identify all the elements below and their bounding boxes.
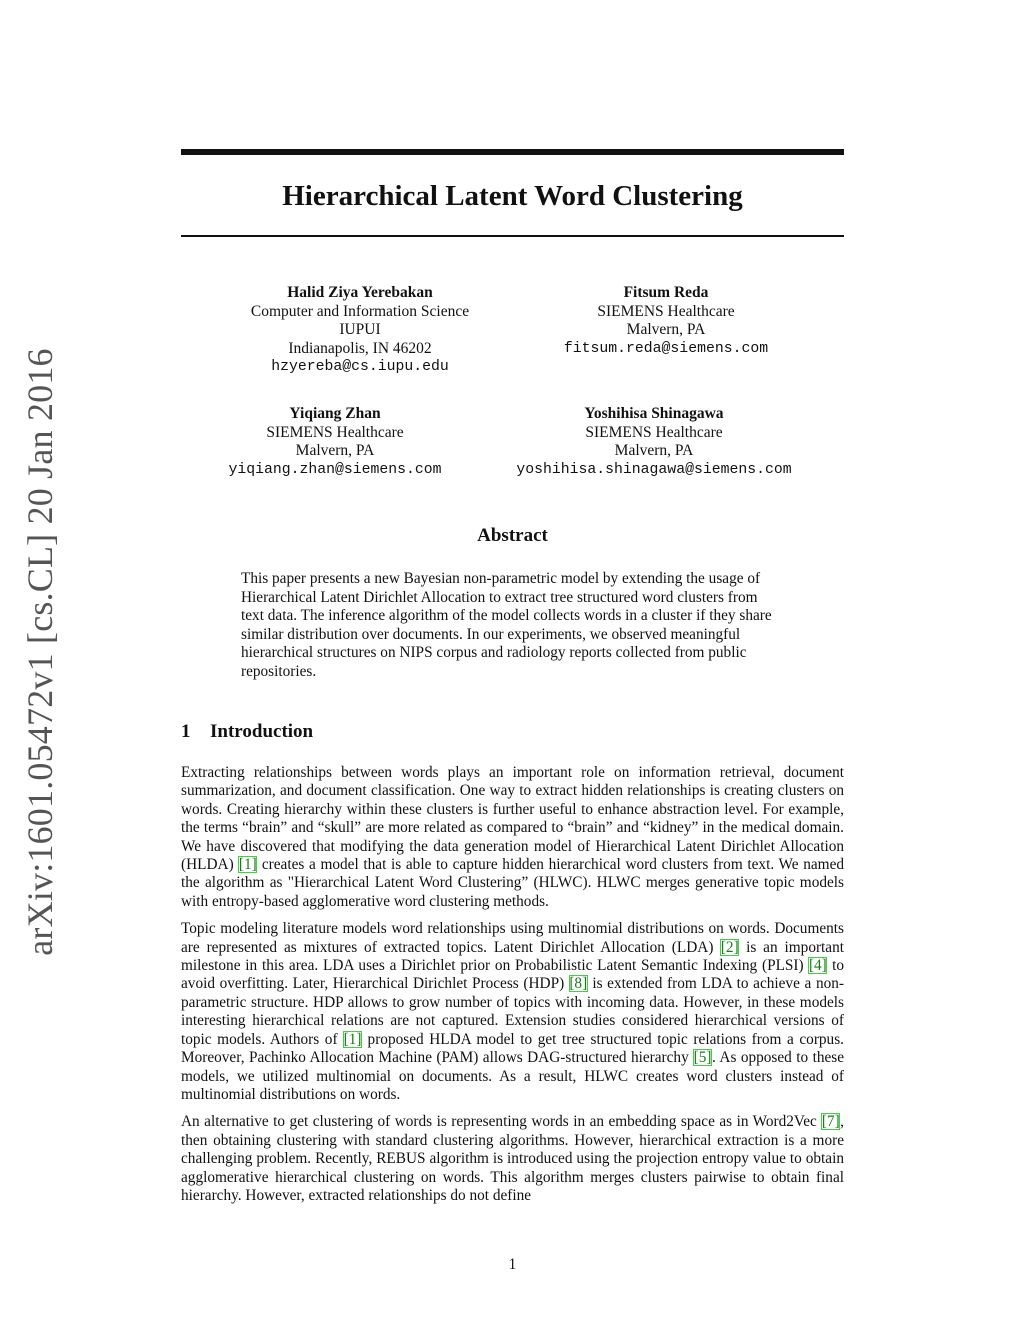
citation-link[interactable]: [7] (821, 1113, 840, 1131)
text-run: to avoid overfitting. Later, Hierarchical Dirichlet Process (HDP) (181, 957, 844, 993)
text-run: is an important milestone in this area. LDA uses a Dirichlet prior on Probabilistic Latent Semantic Indexing (PLSI) (181, 938, 844, 975)
paragraph-2 (181, 920, 844, 1104)
citation-link[interactable]: [5] (693, 1049, 712, 1067)
citation-link[interactable]: [2] (720, 938, 739, 956)
paper-title: Hierarchical Latent Word Clustering (282, 180, 743, 212)
text-run: is extended from LDA to achieve a non-parametric structure. HDP allows to grow number of topics with incoming data. However, in these models interesting hierarchical relations are not captured. Extension studies considered hierarchical versions of topic models. Authors of (181, 975, 844, 1048)
author-affiliation: IUPUI (339, 321, 381, 338)
section-number: 1 (181, 721, 191, 742)
author-block-2 (516, 284, 816, 358)
author-email[interactable]: yiqiang.zhan@siemens.com (228, 461, 442, 478)
abstract-text: This paper presents a new Bayesian non-parametric model by extending the usage of Hierarchical Latent Dirichlet Allocation to extract tree structured word clusters from text data. The inference algorithm of the model collects words in a cluster if they share similar distribution over documents. In our experiments, we observed meaningful hierarchical structures on NIPS corpus and radiology reports collected from public repositories. (241, 570, 772, 680)
author-name: Yiqiang Zhan (289, 405, 381, 422)
title-bottom-rule (181, 235, 844, 237)
text-run: An alternative to get clustering of words is representing words in an embedding space as in Word2Vec (181, 1113, 822, 1131)
author-block-3 (185, 405, 485, 479)
title-top-rule (181, 149, 844, 155)
author-address: Malvern, PA (626, 321, 706, 338)
citation-link[interactable]: [1] (343, 1030, 362, 1048)
author-affiliation: Computer and Information Science (250, 302, 470, 320)
text-run: creates a model that is able to capture hidden hierarchical word clusters from text. We named the algorithm as "Hierarchical Latent Word Clustering” (HLWC). HLWC merges generative topic models with entropy-based agglomerative word clustering methods. (181, 856, 845, 910)
abstract-body (241, 570, 784, 682)
author-name: Halid Ziya Yerebakan (287, 284, 433, 301)
author-email[interactable]: hzyereba@cs.iupu.edu (271, 359, 449, 375)
author-address: Indianapolis, IN 46202 (288, 339, 432, 357)
author-block-1 (210, 284, 510, 377)
author-name: Yoshihisa Shinagawa (584, 405, 724, 422)
author-block-4 (489, 405, 819, 479)
paragraph-3 (181, 1113, 844, 1205)
citation-link[interactable]: [1] (238, 856, 257, 874)
abstract-heading: Abstract (477, 525, 548, 546)
text-run: Extracting relationships between words plays an important role on information retrieval, document summarization, and document classification. One way to extract hidden relationships is creating clusters on words. Creating hierarchy within these clusters is further useful to enhance abstraction level. For example, the terms “brain” and “skull” are more related as compared to “brain” and “kidney” in the medical domain. We have discovered that modifying the data generation model of Hierarchical Latent Dirichlet Allocation (HLDA) (181, 764, 844, 874)
text-run: Topic modeling literature models word relationships using multinomial distributions on words. Documents are represented as mixtures of extracted topics. Latent Dirichlet Allocation (LDA) (181, 920, 844, 956)
citation-link[interactable]: [4] (808, 957, 827, 975)
introduction-body (181, 764, 844, 1214)
arxiv-identifier: arXiv:1601.05472v1 [cs.CL] 20 Jan 2016 (20, 348, 60, 956)
text-run: , then obtaining clustering with standard clustering algorithms. However, hierarchical extraction is a more challenging problem. Recently, REBUS algorithm is introduced using the projection entropy value to obtain agglomerative hierarchical clustering on words. This algorithm merges clusters pairwise to obtain final hierarchy. However, extracted relationships do not define (181, 1113, 844, 1204)
author-address: Malvern, PA (614, 442, 694, 459)
author-affiliation: SIEMENS Healthcare (585, 423, 723, 441)
author-name: Fitsum Reda (623, 284, 709, 301)
author-affiliation: SIEMENS Healthcare (266, 423, 404, 441)
section-title: Introduction (210, 721, 314, 742)
text-run: proposed HLDA model to get tree structured topic relations from a corpus. Moreover, Pachinko Allocation Machine (PAM) allows DAG-structured hierarchy (181, 1030, 844, 1067)
author-affiliation: SIEMENS Healthcare (597, 302, 735, 320)
citation-link[interactable]: [8] (569, 975, 588, 993)
author-email[interactable]: fitsum.reda@siemens.com (563, 340, 769, 357)
text-run: . As opposed to these models, we utilized multinomial on documents. As a result, HLWC creates word clusters instead of multinomial distributions on words. (181, 1049, 845, 1103)
paragraph-1 (181, 764, 844, 911)
page-number: 1 (508, 1256, 517, 1273)
author-email[interactable]: yoshihisa.shinagawa@siemens.com (516, 461, 792, 478)
section-heading-introduction (181, 720, 313, 744)
author-address: Malvern, PA (295, 442, 375, 459)
